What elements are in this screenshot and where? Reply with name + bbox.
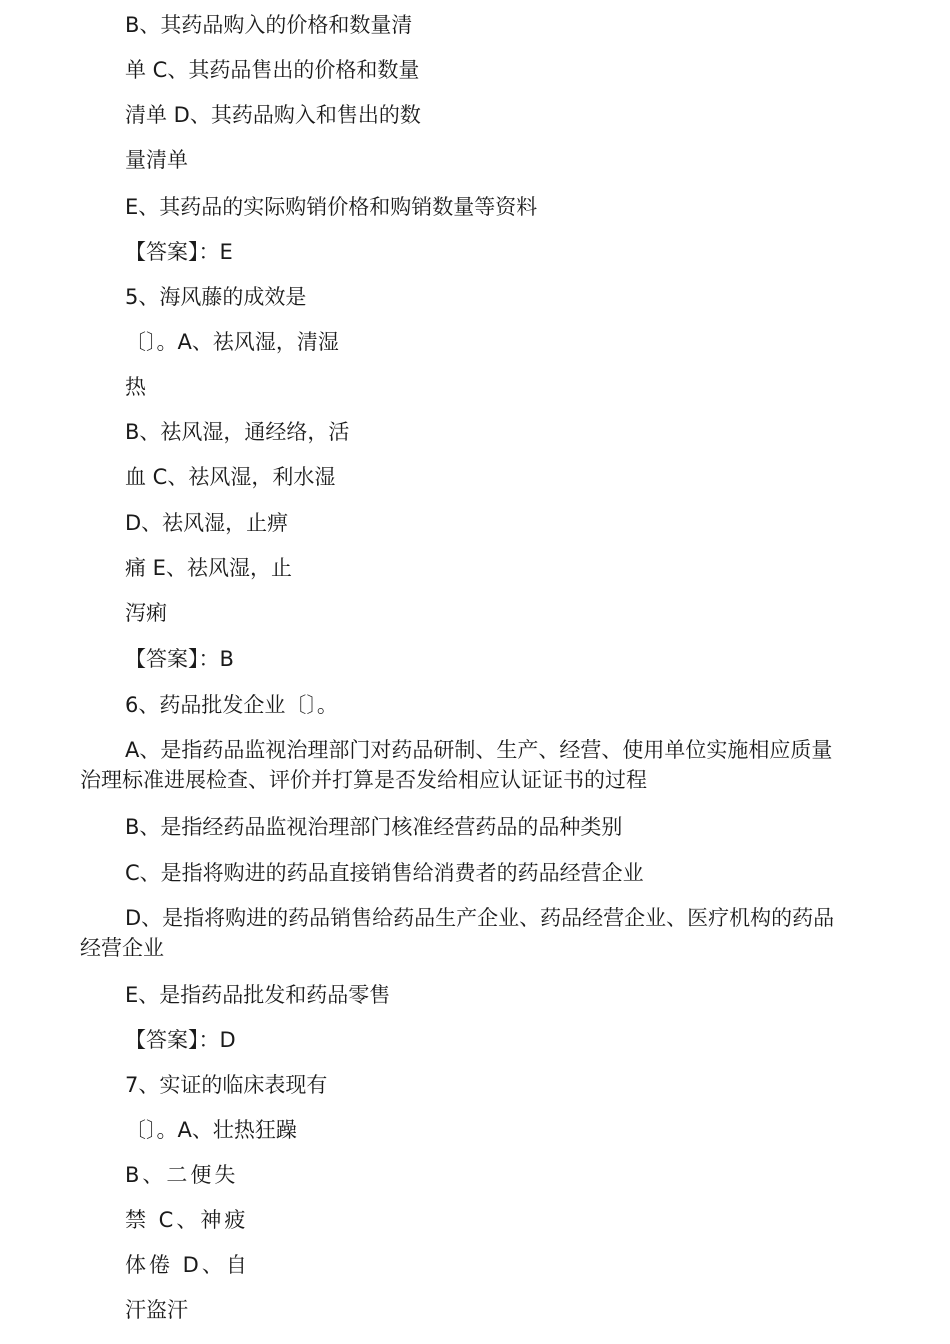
text-line: 泻痢 [125,601,167,625]
text-line: 汗盗汗 [125,1298,188,1322]
text-line: 〔〕。A、壮热狂躁 [125,1118,297,1142]
question-7: 7、实证的临床表现有 [125,1073,328,1097]
text-line: 体倦 D、自 [125,1253,250,1277]
answer-label: 【答案】：E [125,240,233,264]
text-line: 热 [125,375,146,399]
option-c: C、是指将购进的药品直接销售给消费者的药品经营企业 [125,861,644,885]
answer-label: 【答案】：B [125,647,234,671]
text-line: D、祛风湿，止痹 [125,511,289,535]
option-b: B、是指经药品监视治理部门核准经营药品的品种类别 [125,815,623,839]
text-line: B、其药品购入的价格和数量清 [125,13,413,37]
option-e: E、其药品的实际购销价格和购销数量等资料 [125,195,538,219]
text-line: 血 C、祛风湿，利水湿 [125,465,336,489]
text-line: 〔〕。A、祛风湿，清湿 [125,330,339,354]
text-line: B、二便失 [125,1163,239,1187]
text-line: 禁 C、神疲 [125,1208,249,1232]
answer-label: 【答案】：D [125,1028,236,1052]
text-line: 单 C、其药品售出的价格和数量 [125,58,420,82]
question-6: 6、药品批发企业〔〕。 [125,693,338,717]
option-a-paragraph: A、是指药品监视治理部门对药品研制、生产、经营、使用单位实施相应质量治理标准进展检查、评价并打算是否发给相应认证证书的过程 [80,738,833,792]
text-line: 痛 E、祛风湿，止 [125,556,292,580]
text-line: B、祛风湿，通经络，活 [125,420,350,444]
text-line: 清单 D、其药品购入和售出的数 [125,103,421,127]
question-5: 5、海风藤的成效是 [125,285,307,309]
text-line: 量清单 [125,148,188,172]
option-e: E、是指药品批发和药品零售 [125,983,391,1007]
option-d-paragraph: D、是指将购进的药品销售给药品生产企业、药品经营企业、医疗机构的药品经营企业 [80,906,835,960]
